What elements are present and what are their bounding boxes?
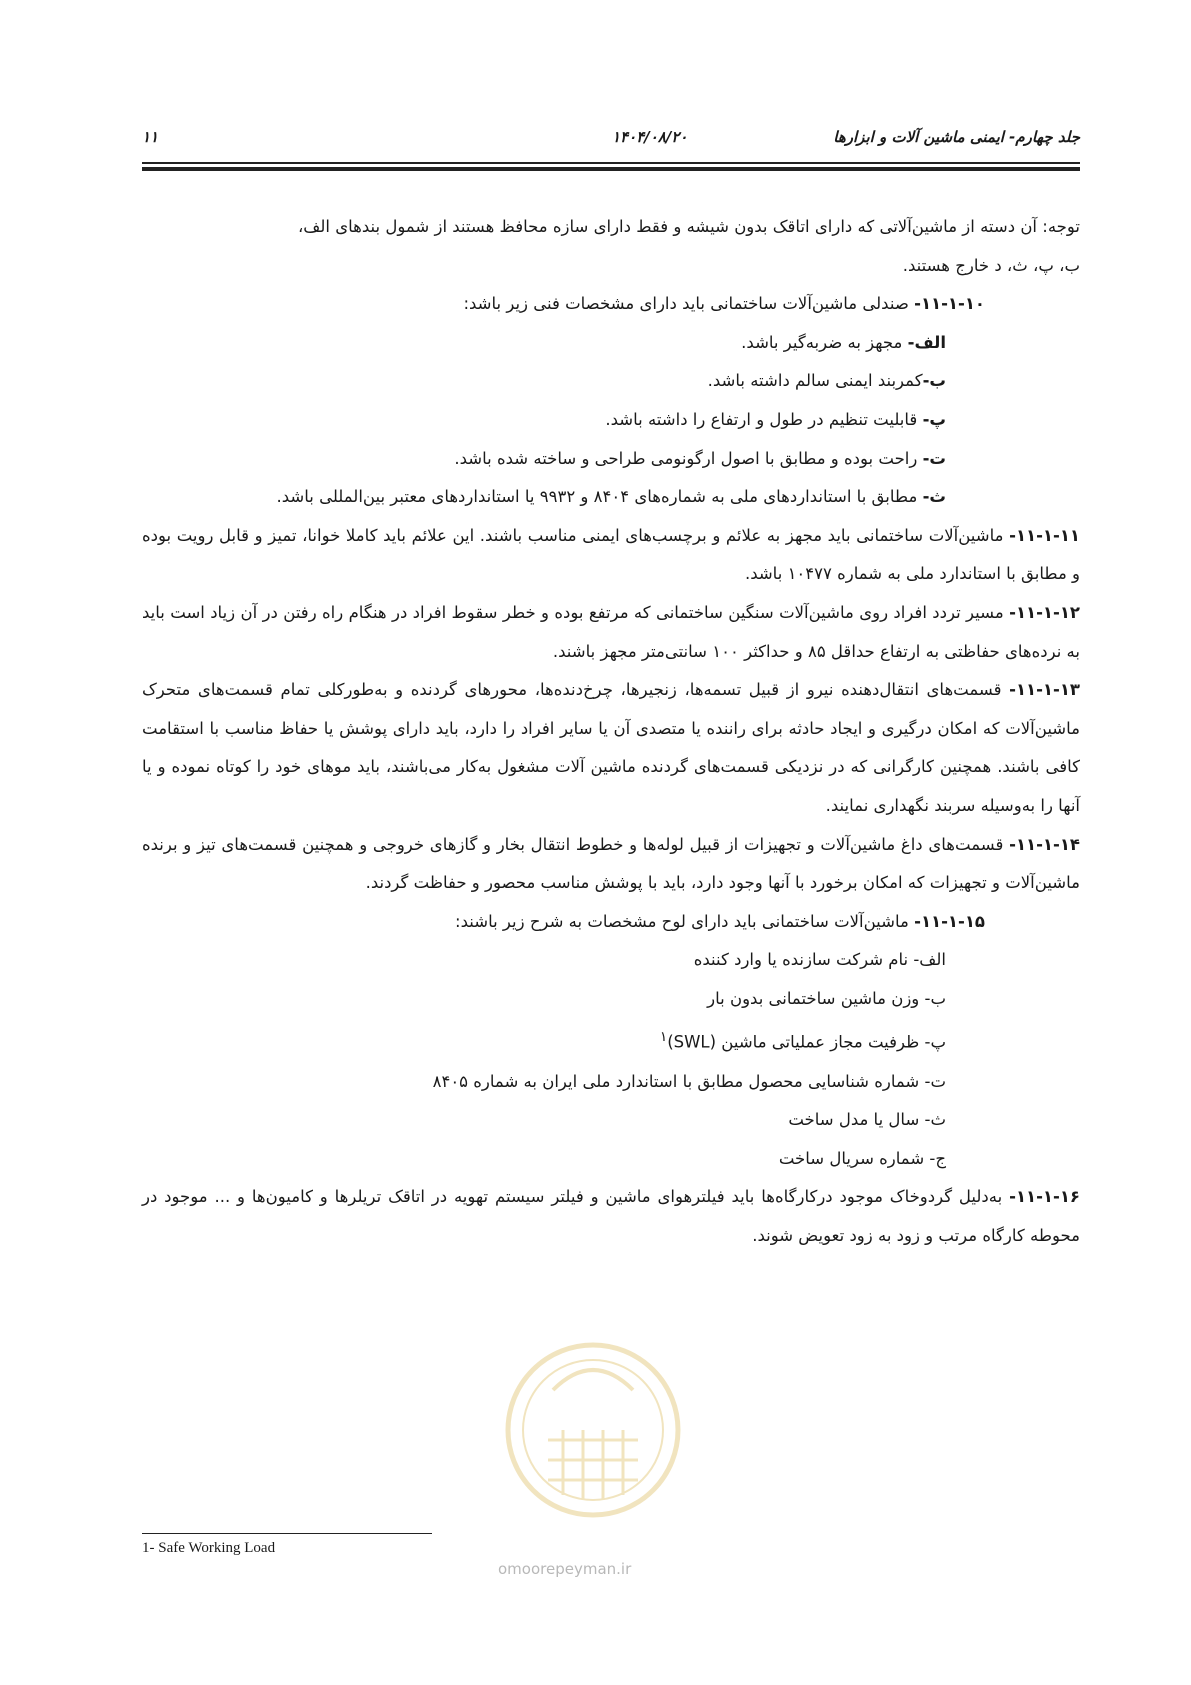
section-text: به‌دلیل گردوخاک موجود درکارگاه‌ها باید فیلترهوای ماشین و فیلتر سیستم تهویه در اتاقک تریلرها و کامیون‌ها و ... موجود در محوطه کارگاه مرتب و زود به زود تعویض شوند.	[142, 1187, 1080, 1245]
watermark-logo	[493, 1320, 693, 1570]
section-11-1-15	[142, 903, 1080, 942]
section-number: ۱۱-۱-۱۰-	[914, 294, 985, 314]
item-text: کمربند ایمنی سالم داشته باشد.	[707, 371, 923, 391]
list-item: ج- شماره سریال ساخت	[778, 1148, 946, 1168]
section-text: مسیر تردد افراد روی ماشین‌آلات سنگین ساختمانی که مرتفع بوده و خطر سقوط افراد در هنگام راه رفتن در آن زیاد است باید به نرده‌های حفاظتی به ارتفاع حداقل ۸۵ و حداکثر ۱۰۰ سانتی‌متر مجهز باشند.	[142, 602, 1080, 661]
section-number: ۱۱-۱-۱۵-	[914, 911, 985, 931]
footnote-rule	[142, 1533, 432, 1534]
section-text: ماشین‌آلات ساختمانی باید دارای لوح مشخصات به شرح زیر باشند:	[455, 911, 915, 931]
header-title: جلد چهارم- ایمنی ماشین آلات و ابزارها	[833, 128, 1080, 146]
page-number: ۱۱	[142, 128, 159, 146]
section-text: قسمت‌های انتقال‌دهنده نیرو از قبیل تسمه‌ها، زنجیرها، چرخ‌دنده‌ها، محورهای گردنده و به‌طورکلی تمام قسمت‌های متحرک ماشین‌آلات که امکان درگیری و ایجاد حادثه برای راننده یا متصدی آن یا سایر افراد را دارد، باید دارای پوشش یا حفاظ مناسب با استقامت کافی باشند. همچنین کارگرانی که در نزدیکی قسمت‌های گردنده ماشین آلات مشغول به‌کار می‌باشند، باید موهای خود را کوتاه نموده و یا آنها را به‌وسیله سربند نگهداری نمایند.	[142, 680, 1080, 815]
footnote-mark: ۱	[659, 1029, 668, 1046]
item-text: قابلیت تنظیم در طول و ارتفاع را داشته باشد.	[605, 409, 923, 429]
item-text: مطابق با استانداردهای ملی به شماره‌های ۸۴۰۴ و ۹۹۳۲ یا استانداردهای معتبر بین‌المللی باشد.	[276, 487, 923, 507]
list-item	[142, 440, 1080, 479]
item-letter: ت-	[922, 448, 946, 468]
item-text: راحت بوده و مطابق با اصول ارگونومی طراحی و ساخته شده باشد.	[454, 448, 923, 468]
item-letter: الف-	[907, 332, 946, 352]
section-text: ماشین‌آلات ساختمانی باید مجهز به علائم و برچسب‌های ایمنی مناسب باشند. این علائم باید کاملا خوانا، تمیز و قابل رویت بوده و مطابق با استاندارد ملی به شماره ۱۰۴۷۷ باشد.	[142, 525, 1080, 584]
section-number: ۱۱-۱-۱۴-	[1009, 834, 1080, 854]
item-letter: ث-	[922, 487, 946, 507]
list-item	[142, 1018, 1080, 1062]
header-date: ۱۴۰۴/۰۸/۲۰	[612, 128, 688, 146]
item-text: پ- ظرفیت مجاز عملیاتی ماشین (SWL)	[667, 1032, 946, 1052]
section-11-1-16	[142, 1178, 1080, 1255]
section-number: ۱۱-۱-۱۶-	[1009, 1187, 1080, 1207]
list-item	[142, 362, 1080, 401]
header-rule-thin	[142, 162, 1080, 164]
item-text: مجهز به ضربه‌گیر باشد.	[741, 332, 908, 352]
watermark-site: omoorepeyman.ir	[498, 1560, 632, 1578]
item-letter: پ-	[922, 409, 946, 429]
section-number: ۱۱-۱-۱۱-	[1009, 525, 1080, 545]
section-text: صندلی ماشین‌آلات ساختمانی باید دارای مشخصات فنی زیر باشد:	[463, 294, 915, 314]
footnote: 1- Safe Working Load	[142, 1540, 276, 1556]
section-number: ۱۱-۱-۱۳-	[1009, 680, 1080, 700]
section-number: ۱۱-۱-۱۲-	[1009, 602, 1080, 622]
section-text: قسمت‌های داغ ماشین‌آلات و تجهیزات از قبیل لوله‌ها و خطوط انتقال بخار و گازهای خروجی و همچنین قسمت‌های تیز و برنده ماشین‌آلات و تجهیزات که امکان برخورد با آنها وجود دارد، باید با پوشش مناسب محصور و حفاظت گردند.	[142, 834, 1080, 893]
list-item	[142, 478, 1080, 517]
list-item: الف- نام شرکت سازنده یا وارد کننده	[693, 950, 946, 970]
note-line-1: توجه: آن دسته از ماشین‌آلاتی که دارای اتاقک بدون شیشه و فقط دارای سازه محافظ هستند از شمول بندهای الف،	[297, 217, 1080, 236]
section-11-1-12	[142, 594, 1080, 671]
section-11-1-14	[142, 826, 1080, 903]
header-rule-thick	[142, 167, 1080, 171]
page-header	[142, 128, 1080, 152]
list-item: ث- سال یا مدل ساخت	[788, 1110, 946, 1130]
list-item	[142, 401, 1080, 440]
list-item: ت- شماره شناسایی محصول مطابق با استاندارد ملی ایران به شماره ۸۴۰۵	[432, 1071, 946, 1091]
list-item	[142, 324, 1080, 363]
note-line-2: ب، پ، ث، د خارج هستند.	[902, 255, 1080, 275]
list-item: ب- وزن ماشین ساختمانی بدون بار	[707, 988, 946, 1008]
document-body	[142, 208, 1080, 1256]
section-11-1-11	[142, 517, 1080, 594]
section-11-1-10	[142, 285, 1080, 324]
section-11-1-13	[142, 671, 1080, 825]
item-letter: ب-	[922, 371, 946, 391]
